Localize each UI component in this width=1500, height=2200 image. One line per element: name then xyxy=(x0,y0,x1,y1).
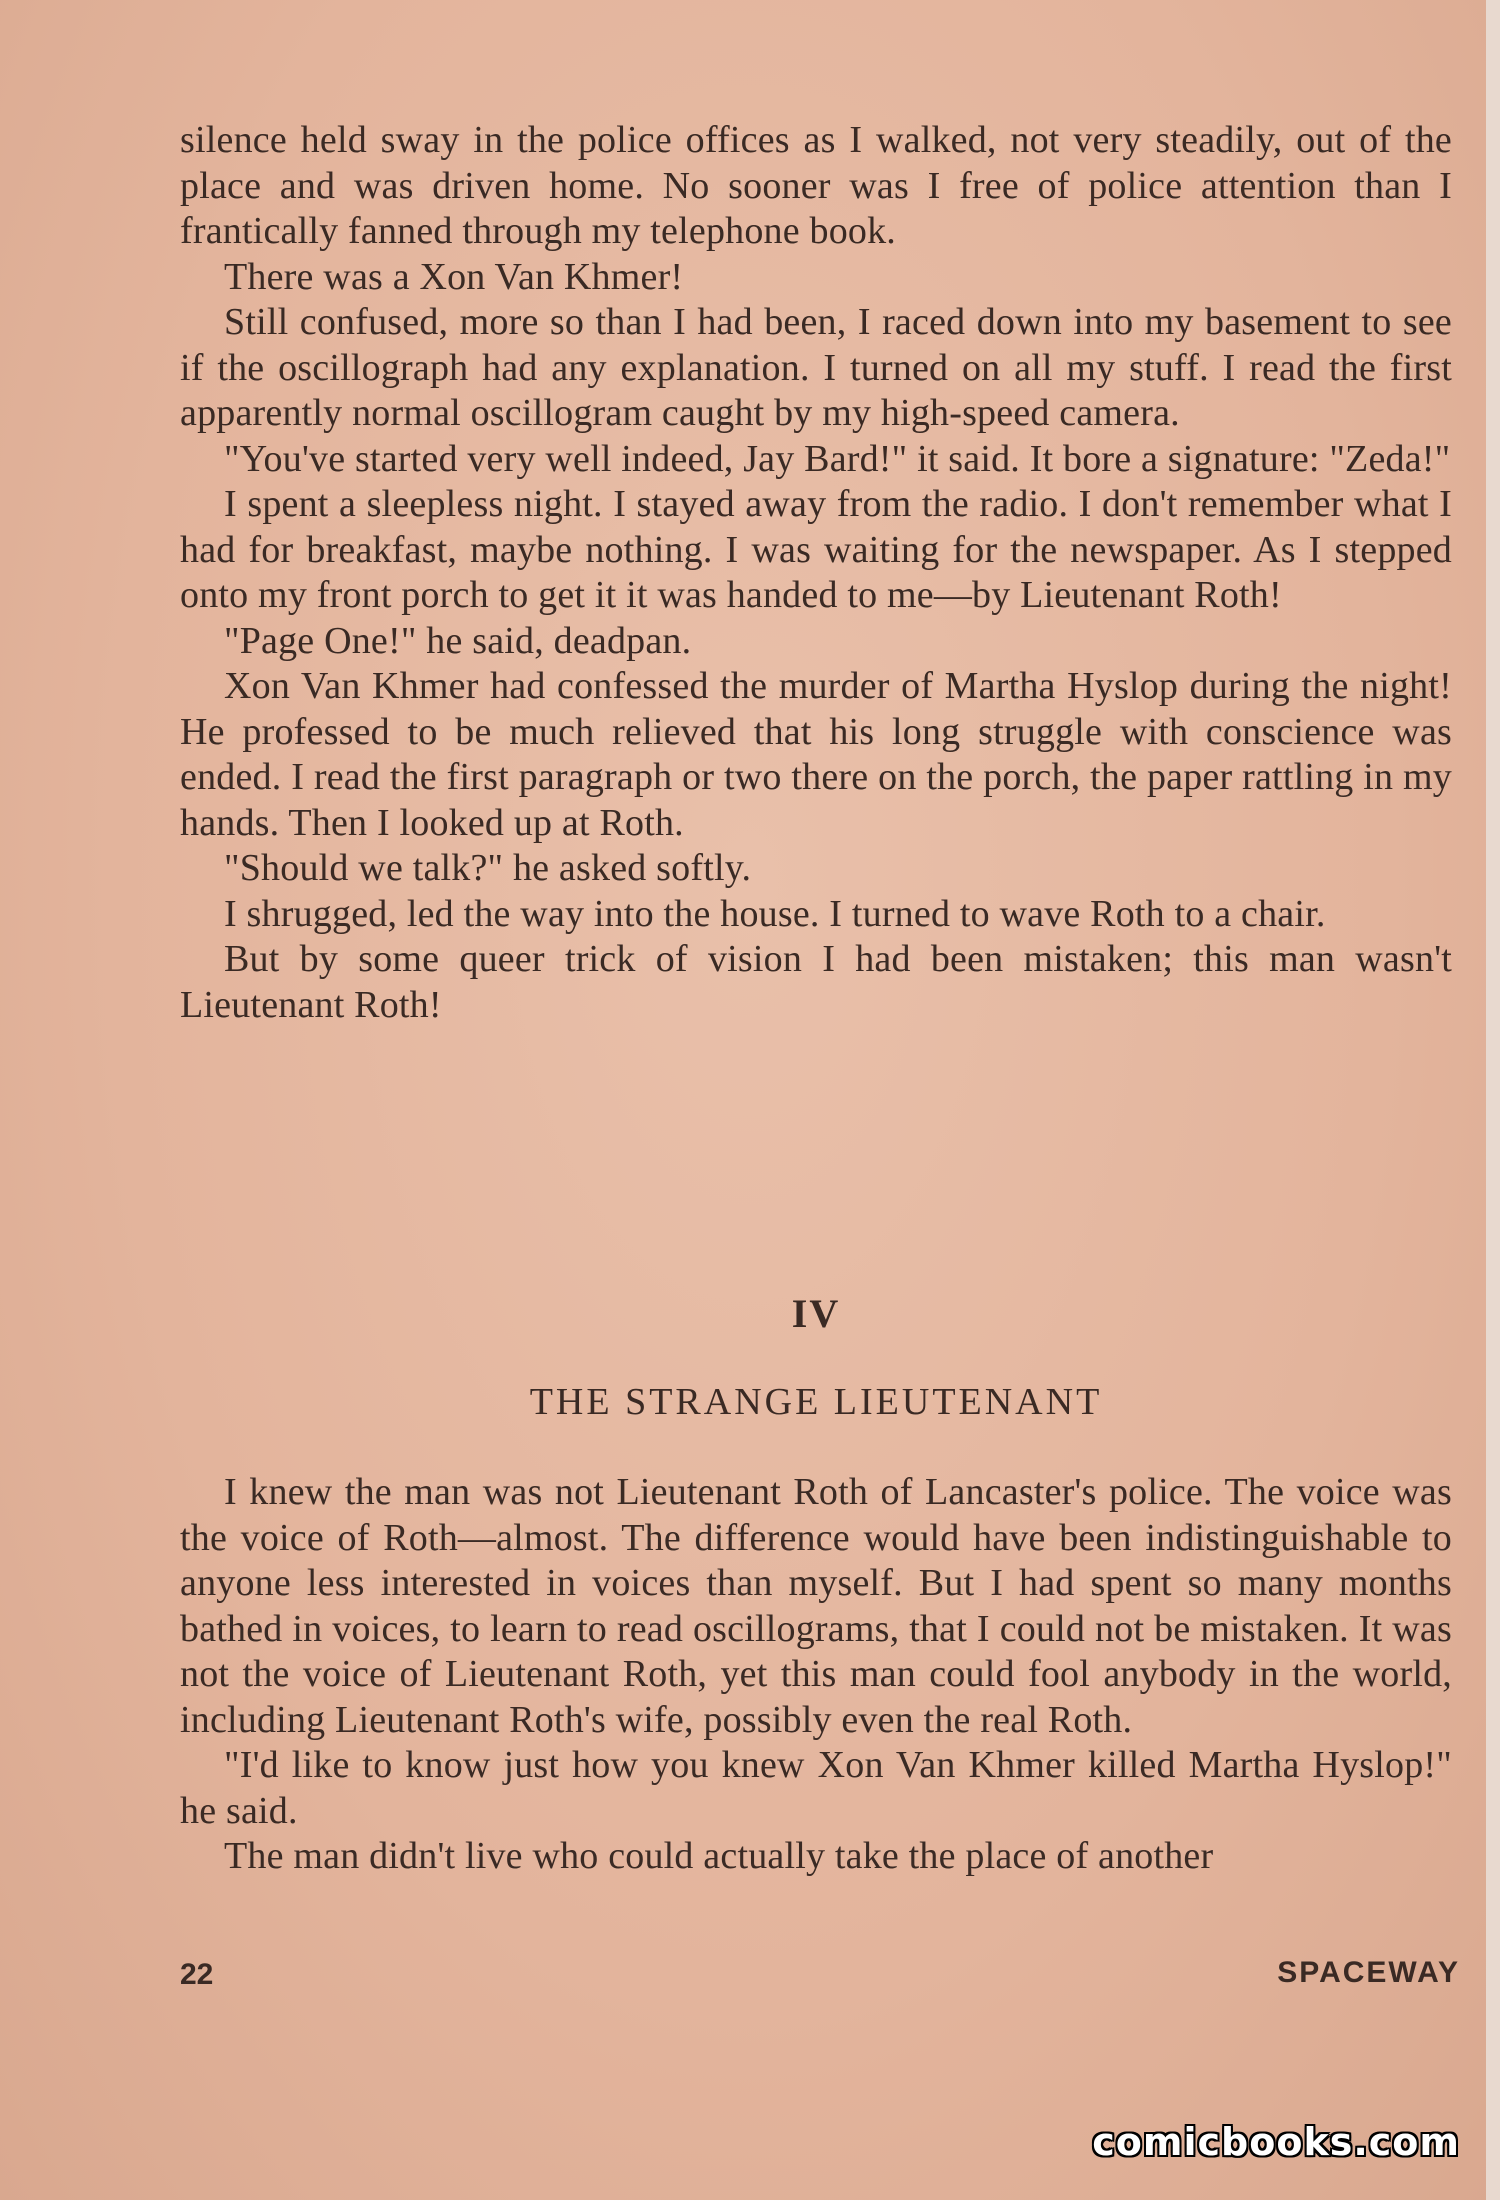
paragraph: I knew the man was not Lieutenant Roth of Lancaster's police. The voice was the voice of Roth—almost. The difference would have been indistinguishable to anyone less interested in voices than myself. But I had spent so many months bathed in voices, to learn to read oscillograms, that I could not be mistaken. It was not the voice of Lieutenant Roth, yet this man could fool anybody in the world, including Lieutenant Roth's wife, possibly even the real Roth. xyxy=(180,1471,1452,1741)
body-text-bottom xyxy=(180,1470,1452,1880)
chapter-title: THE STRANGE LIEUTENANT xyxy=(529,1381,1103,1423)
chapter-number: IV xyxy=(791,1291,841,1336)
paragraph: "Should we talk?" he asked softly. xyxy=(224,847,752,889)
paragraph: "You've started very well indeed, Jay Bard!" it said. It bore a signature: "Zeda!" xyxy=(224,437,1451,480)
paragraph: "Page One!" he said, deadpan. xyxy=(224,619,692,662)
page-edge xyxy=(1486,0,1500,2200)
running-head: SPACEWAY xyxy=(1277,1956,1460,1989)
page-number: 22 xyxy=(180,1958,214,1991)
paragraph: I spent a sleepless night. I stayed away from the radio. I don't remember what I had for breakfast, maybe nothing. I was waiting for the newspaper. As I stepped onto my front porch to get it it was handed to me—by Lieutenant Roth! xyxy=(180,483,1452,616)
paragraph: I shrugged, led the way into the house. I turned to wave Roth to a chair. xyxy=(224,892,1326,935)
paragraph: The man didn't live who could actually take the place of another xyxy=(224,1835,1214,1877)
paragraph: There was a Xon Van Khmer! xyxy=(224,255,684,298)
paragraph: But by some queer trick of vision I had been mistaken; this man wasn't Lieutenant Roth! xyxy=(180,938,1452,1026)
paragraph: silence held sway in the police offices as I walked, not very steadily, out of the place and was driven home. No sooner was I free of police attention than I frantically fanned through my telephone book. xyxy=(180,119,1452,252)
paragraph: Xon Van Khmer had confessed the murder of Martha Hyslop during the night! He professed to be much relieved that his long struggle with conscience was ended. I read the first paragraph or two there on the porch, the paper rattling in my hands. Then I looked up at Roth. xyxy=(180,665,1452,844)
paragraph: Still confused, more so than I had been, I raced down into my basement to see if the oscillograph had any explanation. I turned on all my stuff. I read the first apparently normal oscillogram caught by my high-speed camera. xyxy=(180,301,1452,434)
watermark-logo: comicbooks.com xyxy=(1092,2120,1460,2164)
body-text-top xyxy=(180,118,1452,1028)
paragraph: "I'd like to know just how you knew Xon Van Khmer killed Martha Hyslop!" he said. xyxy=(180,1744,1452,1832)
